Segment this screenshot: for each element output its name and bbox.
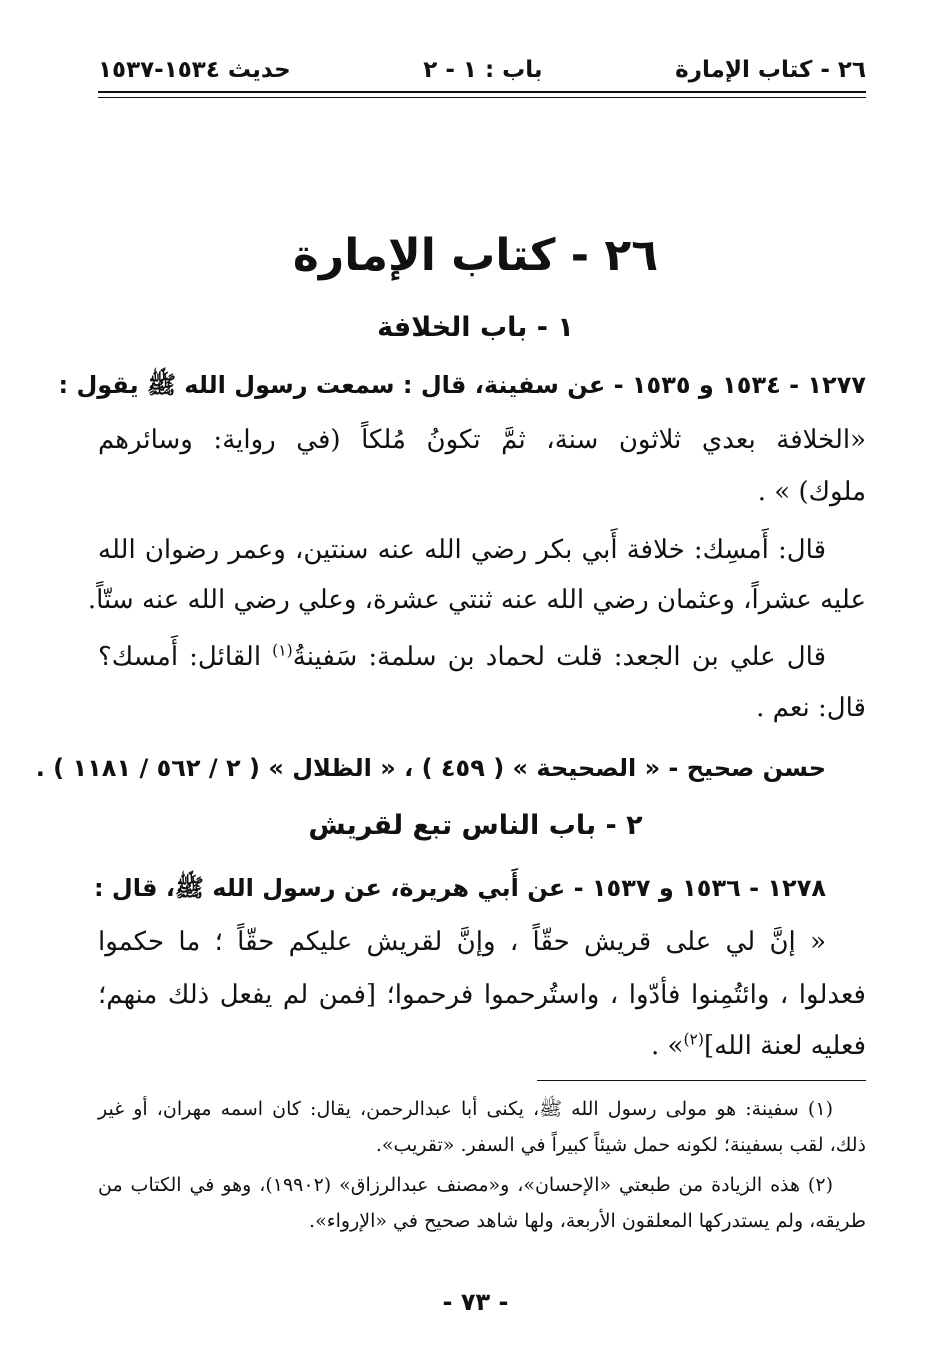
- hadith-1278-text-line3: [98, 1026, 866, 1066]
- hadith-1278-text-line3-a: فعليه لعنة الله]: [704, 1031, 866, 1061]
- footnote-2-line1: (٢) هذه الزيادة من طبعتي «الإحسان»، و«مصنف عبدالرزاق» (١٩٩٠٢)، وهو في الكتاب من: [98, 1174, 833, 1196]
- paragraph-2-line2: قال: نعم .: [756, 693, 866, 723]
- page-number: - ٧٣ -: [442, 1288, 509, 1316]
- footnote-1-line2: ذلك، لقب بسفينة؛ لكونه حمل شيئاً كبيراً في السفر. «تقريب».: [375, 1134, 866, 1156]
- footnote-2-line2: طريقه، ولم يستدركها المعلقون الأربعة، ولها شاهد صحيح في «الإرواء».: [309, 1210, 866, 1232]
- footnote-separator: [537, 1080, 866, 1081]
- footnote-1-line1: (١) سفينة: هو مولى رسول الله ﷺ، يكنى أبا عبدالرحمن، يقال: كان اسمه مهران، أو غير: [98, 1098, 833, 1120]
- hadith-1277-text-line1: «الخلافة بعدي ثلاثون سنة، ثمَّ تكونُ مُلكاً (في رواية: وسائرهم: [98, 425, 866, 455]
- running-header-chapters: باب : ١ - ٢: [423, 57, 543, 83]
- footnote-ref-2: (٢): [683, 1030, 705, 1049]
- chapter-1-title: ١ - باب الخلافة: [377, 312, 574, 343]
- paragraph-2-text-b: القائل: أَمسك؟: [98, 642, 273, 672]
- running-header-book: ٢٦ - كتاب الإمارة: [675, 57, 866, 83]
- paragraph-1-line2: عليه عشراً، وعثمان رضي الله عنه ثنتي عشرة، وعلي رضي الله عنه ستّاً.: [87, 585, 866, 615]
- running-header-hadith-range: حديث ١٥٣٤-١٥٣٧: [98, 57, 291, 83]
- hadith-1277-intro: ١٢٧٧ - ١٥٣٤ و ١٥٣٥ - عن سفينة، قال : سمعت رسول الله ﷺ يقول :: [58, 371, 866, 399]
- hadith-1278-text-line3-b: » .: [651, 1031, 684, 1061]
- chapter-2-title: ٢ - باب الناس تبع لقريش: [308, 810, 643, 841]
- paragraph-2-line1: [98, 637, 826, 677]
- hadith-1278-text-line2: فعدلوا ، وائتُمِنوا فأدّوا ، واستُرحموا فرحموا؛ [فمن لم يفعل ذلك منهم؛: [98, 980, 866, 1010]
- hadith-1278-intro: ١٢٧٨ - ١٥٣٦ و ١٥٣٧ - عن أَبي هريرة، عن رسول الله ﷺ، قال :: [93, 874, 826, 902]
- footnote-ref-1: (١): [272, 641, 293, 660]
- running-header: [98, 52, 866, 88]
- paragraph-2-text-a: قال علي بن الجعد: قلت لحماد بن سلمة: سَفينةُ: [292, 642, 826, 672]
- paragraph-1-line1: قال: أَمسِك: خلافة أَبي بكر رضي الله عنه سنتين، وعمر رضوان الله: [98, 535, 826, 565]
- header-rule-thin: [98, 97, 866, 98]
- hadith-1278-text-line1: « إنَّ لي على قريش حقّاً ، وإنَّ لقريش عليكم حقّاً ؛ ما حكموا: [98, 927, 826, 957]
- hadith-1277-text-line2: ملوك) » .: [757, 477, 866, 507]
- hadith-grading: حسن صحيح - « الصحيحة » ( ٤٥٩ ) ، « الظلال » ( ٢ / ٥٦٢ / ١١٨١ ) .: [35, 754, 826, 782]
- book-title: ٢٦ - كتاب الإمارة: [292, 230, 659, 281]
- header-rule-thick: [98, 91, 866, 93]
